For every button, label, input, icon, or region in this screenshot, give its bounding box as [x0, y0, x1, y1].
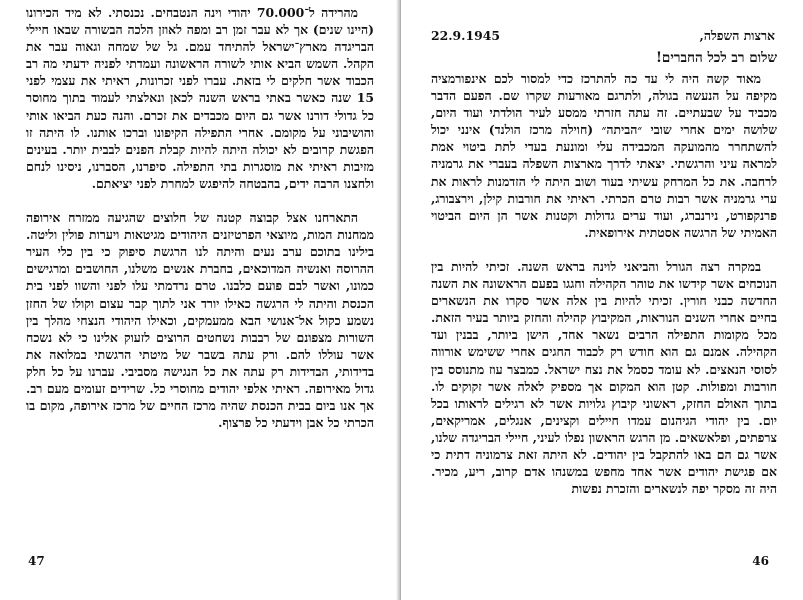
header-date: 22.9.1945: [431, 28, 500, 43]
right-page: [401, 0, 799, 600]
left-paragraph-1: מהרידה ל־70.000 יהודי וינה הנטבחים. נכנסתי. לא מיד הכירונו (היינו שנים) אך לא עבר זמן רב ומפה לאוזן הלכה הבשורה שבאו חיילי הבריגדה מארץ־ישראל להתיחד עמם. גל של שמחה וגאוה עבר את הקהל. השמש הביא אותי לשורה הראשונה ועמדתי לפניה ידעתי מה רב הכבוד אשר חלקים לי בזאת. עברו לפני זכרונות, ראיתי את עצמי לפני 15 שנה כאשר באתי בראש השנה לכאן ונאלצתי לעמוד בתוך מחוסר כל גדולי דורנו אשר גם היום מכבדים את זכרם. והנה כעת הביאו אותי והושיבוני על מקומם. אחרי התפילה הקיפונו וברכו אותנו. לו היתה זו הפגשת קרובים לא יכולה היתה להיות קבלת הפנים לבבית יותר. בעינים מזיבות ראיתי את מוסגרות בתי התפילה. סיפרנו, הסברנו, ניסינו לנחם ולחצנו הרבה ידים, בהבטחה להיפגש למחרת לפני יציאתם.: [26, 5, 374, 191]
right-page-number: 46: [752, 554, 769, 568]
letter-greeting: שלום רב לכל החברים!: [656, 50, 777, 66]
left-page-body: [26, 4, 374, 431]
left-paragraph-2: התארחנו אצל קבוצה קטנה של חלוצים שהגיעה ממזרח אירופה ממחנות המות, מיוצאי הפרטיזנים היהודים מגיטאות ויערות פולין וליטה. בילינו בתוכם ערב נעים והיתה לנו הרגשת סיפוק כי בין כלי העיר ההרוסה ואנשיה המדוכאים, בחברת אנשים משלנו, החושבים ומרגישים כמונו, ואשר לבם פועם כלבנו. טרם נרדמתי עלו לפני והשוו לפני בית הכנסת והיתה לי הרגשה כאילו יורד אני לתוך קבר עצום וקולו של החזן נשמע כקול אל־אנושי הבא ממעמקים, וכאילו היהודי הנצחי מהלך בין השורות מצפונם של רבבות נשחטים הרוצים לזעוק אלינו כי לא נשכח אשר עוללו להם. ורק עתה בשבר של מיטתי הרגשתי במלואה את בדידותי, הבדידות רק עתה את כל הנגישה מסביבי. עברנו על כל חלק גדול מאירופה. ראיתי אלפי יהודים מחוסרי כל. שרידים זעומים מעם רב. אך אנו ביום בבית הכנסת שהיה מרכז החיים של מרכז אירופה, מקום בו הכרתי כל אבן וידעתי כל פרצוף.: [26, 210, 374, 431]
left-page: [0, 0, 398, 600]
right-paragraph-2: במקרה רצה הגורל והביאני לוינה בראש השנה. זכיתי להיות בין הנוכחים אשר קידשו את טוהר הקהילה וחגגו בפעם הראשונה את השנה החדשה כבני חורין. זכיתי להיות בין אלה אשר סקרו את הנשארים בחיים אחרי השנים הנוראות, המקיבוץ קהילה והחזק ביותר בעיר הזאת. מכל מקומות התפילה הרבים נשאר אחד, הישן ביותר, בבנין ועד הקהילה. אמנם גם הוא חודש רק לכבוד החגים אחרי ששימש אורווה לסוסי הנאצים. לא עומד כסמל את נצח ישראל. כמבצר עוז מתנוסס בין חורבות ומפולות. קטן הוא המקום אך מספיק לאלה אשר זקוקים לו. בתוך האולם החזק, ראשוני קיבוץ גלויות אשר לא רגילים לראותו בכל יום. בין יהודי הגיהנום עמדו חיילים וקצינים, אנגלים, אמריקאים, צרפתים, ופלאשאים. מן הרגש הראשון נפלו לעיני, חיילי הבריגדה שלנו, אשר גם הם באו להתקבל בין יהודים. לא היתה זאת צרמוניה דתית כי אם פגישת יהודים אשר אחד מחפש במשנהו אדם קרוב, ריע, מכיר. היה זה מסקר יפה לנשארים והזכרת נפשות: [431, 258, 777, 497]
right-page-body: [431, 70, 777, 497]
letter-header: [431, 28, 775, 44]
header-place: ארצות השפלה,: [699, 28, 775, 43]
left-page-number: 47: [28, 554, 45, 568]
right-paragraph-1: מאוד קשה היה לי עד כה להתרכז כדי למסור לכם אינפורמציה מקיפה על הנעשה בגולה, ולתרגם מאורעות שקרו שם. הפעם הדבר מכביד על שבעתיים. זה עתה חזרתי ממסע לעיר הולדתי ועוד היום, שלושה ימים אחרי שובי ״הביתה״ (חוילה מרכז הולנד) אינני יכול להשתחרר מהמועקה המכבידה עלי ומונעת בעדי לתת ביטוי אמת למראה עיני והרגשתי. יצאתי לדרך מארצות השפלה בעברי את גרמניה לרחבה. את כל המרחק עשיתי בעוד ושוב היתה לי הזדמנות לראות את ערי גרמניה אשר רבות טרם הכרתי. ראיתי את חורבות קילן, וירצבורג, פרנקפורט, נירנברג, ועוד ערים גדולות וקטנות אשר הן היום הביטוי האמיתי של הרגשה אסטתית אירופאית.: [431, 71, 777, 240]
